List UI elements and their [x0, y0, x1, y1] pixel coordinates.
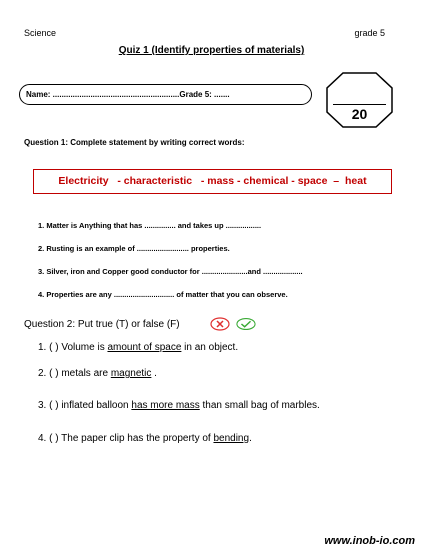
question2-heading: Question 2: Put true (T) or false (F)	[24, 319, 180, 330]
subject-label: Science	[24, 28, 57, 38]
wrong-x-icon	[210, 317, 230, 331]
quiz-title: Quiz 1 (Identify properties of materials)	[118, 45, 305, 56]
name-grade-field[interactable]: Name: .........................................................Grade 5: .......	[19, 84, 312, 105]
tf-item-1: 1. ( ) Volume is amount of space in an object.	[38, 342, 239, 353]
statement-1: 1. Matter is Anything that has ............... and takes up .................	[38, 221, 262, 230]
tf-item-4: 4. ( ) The paper clip has the property of bending.	[38, 433, 252, 444]
score-divider	[333, 104, 386, 105]
tf-item-3: 3. ( ) inflated balloon has more mass than small bag of marbles.	[38, 400, 320, 411]
statement-4: 4. Properties are any ............................. of matter that you can observe.	[38, 290, 288, 299]
question1-heading: Question 1: Complete statement by writing correct words:	[24, 138, 245, 147]
statement-3: 3. Silver, iron and Copper good conductor for ......................and ...................	[38, 267, 303, 276]
score-total: 20	[351, 106, 368, 122]
grade-label: grade 5	[354, 28, 385, 38]
word-bank: Electricity - characteristic - mass - chemical - space – heat	[33, 169, 392, 194]
statement-2: 2. Rusting is an example of ......................... properties.	[38, 244, 230, 253]
tf-item-2: 2. ( ) metals are magnetic .	[38, 368, 157, 379]
footer-website: www.inob-io.com	[324, 535, 415, 547]
right-check-icon	[236, 317, 256, 331]
